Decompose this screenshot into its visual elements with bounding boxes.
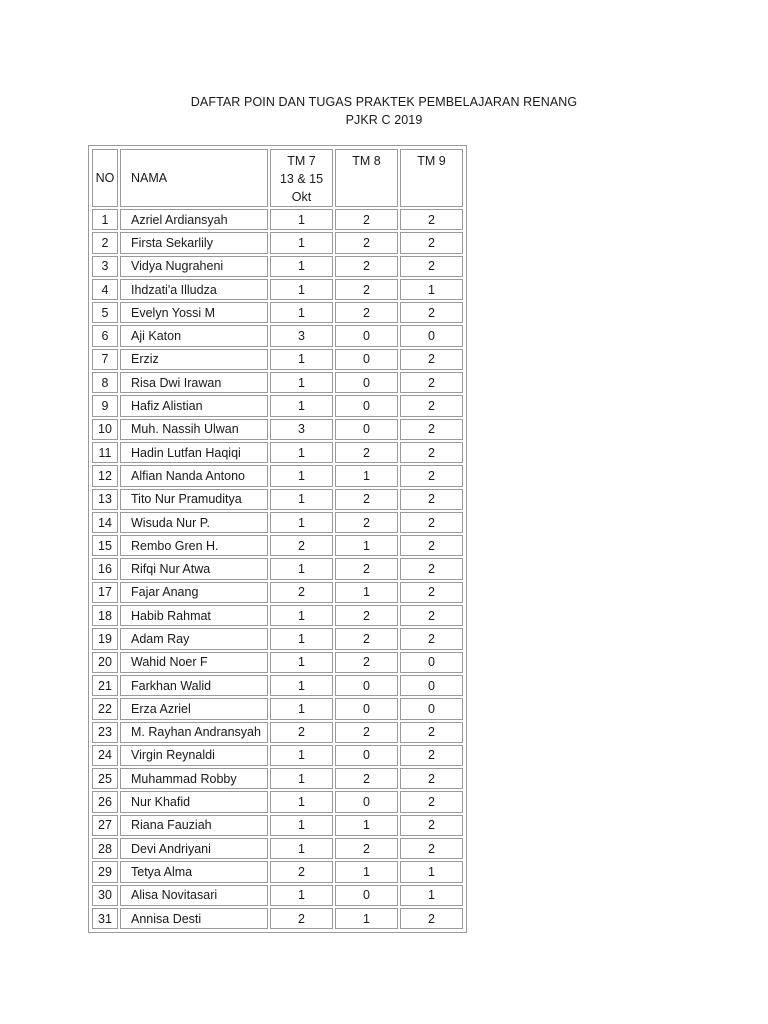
cell-tm9: 2 bbox=[400, 722, 463, 743]
cell-nama: Vidya Nugraheni bbox=[120, 256, 268, 277]
cell-tm8: 1 bbox=[335, 815, 398, 836]
table-row bbox=[92, 652, 463, 673]
table-row bbox=[92, 279, 463, 300]
cell-nama: Azriel Ardiansyah bbox=[120, 209, 268, 230]
cell-tm8: 1 bbox=[335, 582, 398, 603]
cell-tm9: 2 bbox=[400, 419, 463, 440]
cell-nama: Virgin Reynaldi bbox=[120, 745, 268, 766]
table-row bbox=[92, 372, 463, 393]
cell-no: 16 bbox=[92, 558, 118, 579]
table-row bbox=[92, 908, 463, 929]
cell-no: 5 bbox=[92, 302, 118, 323]
cell-nama: Risa Dwi Irawan bbox=[120, 372, 268, 393]
cell-nama: Habib Rahmat bbox=[120, 605, 268, 626]
cell-nama: Tetya Alma bbox=[120, 861, 268, 882]
cell-nama: Farkhan Walid bbox=[120, 675, 268, 696]
cell-tm7: 2 bbox=[270, 861, 333, 882]
cell-tm7: 1 bbox=[270, 768, 333, 789]
cell-no: 31 bbox=[92, 908, 118, 929]
cell-tm9: 2 bbox=[400, 349, 463, 370]
table-row bbox=[92, 605, 463, 626]
cell-tm9: 2 bbox=[400, 256, 463, 277]
document-subtitle: PJKR C 2019 bbox=[345, 113, 423, 127]
header-tm9: TM 9 bbox=[400, 149, 463, 207]
cell-tm7: 3 bbox=[270, 419, 333, 440]
cell-nama: Hadin Lutfan Haqiqi bbox=[120, 442, 268, 463]
cell-no: 4 bbox=[92, 279, 118, 300]
cell-nama: Ihdzati'a Illudza bbox=[120, 279, 268, 300]
cell-tm8: 1 bbox=[335, 861, 398, 882]
cell-tm8: 2 bbox=[335, 209, 398, 230]
table-row bbox=[92, 325, 463, 346]
cell-tm8: 2 bbox=[335, 628, 398, 649]
cell-no: 2 bbox=[92, 232, 118, 253]
table-row bbox=[92, 675, 463, 696]
cell-tm8: 2 bbox=[335, 279, 398, 300]
cell-tm9: 2 bbox=[400, 768, 463, 789]
cell-nama: Erza Azriel bbox=[120, 698, 268, 719]
cell-tm7: 1 bbox=[270, 791, 333, 812]
table-row bbox=[92, 442, 463, 463]
table-row bbox=[92, 582, 463, 603]
header-tm7-line2: 13 & 15 bbox=[279, 172, 324, 186]
cell-nama: Evelyn Yossi M bbox=[120, 302, 268, 323]
cell-tm8: 2 bbox=[335, 232, 398, 253]
cell-nama: Riana Fauziah bbox=[120, 815, 268, 836]
cell-tm9: 2 bbox=[400, 302, 463, 323]
cell-tm9: 2 bbox=[400, 465, 463, 486]
table-row bbox=[92, 698, 463, 719]
cell-tm9: 2 bbox=[400, 535, 463, 556]
cell-no: 18 bbox=[92, 605, 118, 626]
cell-nama: Tito Nur Pramuditya bbox=[120, 489, 268, 510]
table-row bbox=[92, 465, 463, 486]
cell-tm9: 0 bbox=[400, 698, 463, 719]
cell-nama: Alisa Novitasari bbox=[120, 885, 268, 906]
cell-no: 28 bbox=[92, 838, 118, 859]
cell-nama: Nur Khafid bbox=[120, 791, 268, 812]
points-table bbox=[90, 147, 465, 931]
cell-tm9: 2 bbox=[400, 232, 463, 253]
cell-tm7: 1 bbox=[270, 302, 333, 323]
cell-tm8: 0 bbox=[335, 675, 398, 696]
cell-tm8: 0 bbox=[335, 885, 398, 906]
header-nama: NAMA bbox=[120, 149, 268, 207]
cell-tm7: 1 bbox=[270, 442, 333, 463]
cell-nama: Rifqi Nur Atwa bbox=[120, 558, 268, 579]
table-row bbox=[92, 489, 463, 510]
table-row bbox=[92, 791, 463, 812]
table-row bbox=[92, 885, 463, 906]
cell-nama: Alfian Nanda Antono bbox=[120, 465, 268, 486]
cell-tm7: 1 bbox=[270, 885, 333, 906]
cell-tm9: 2 bbox=[400, 815, 463, 836]
cell-no: 13 bbox=[92, 489, 118, 510]
table-row bbox=[92, 768, 463, 789]
cell-tm7: 1 bbox=[270, 605, 333, 626]
cell-no: 1 bbox=[92, 209, 118, 230]
cell-no: 17 bbox=[92, 582, 118, 603]
cell-no: 25 bbox=[92, 768, 118, 789]
cell-tm7: 1 bbox=[270, 256, 333, 277]
cell-tm9: 0 bbox=[400, 325, 463, 346]
cell-tm9: 0 bbox=[400, 675, 463, 696]
cell-tm8: 0 bbox=[335, 372, 398, 393]
cell-nama: Hafiz Alistian bbox=[120, 395, 268, 416]
cell-no: 26 bbox=[92, 791, 118, 812]
header-tm7 bbox=[270, 149, 333, 207]
header-no: NO bbox=[92, 149, 118, 207]
cell-tm7: 2 bbox=[270, 535, 333, 556]
header-tm7-line3: Okt bbox=[291, 190, 312, 204]
cell-tm8: 2 bbox=[335, 442, 398, 463]
table-row bbox=[92, 558, 463, 579]
cell-tm7: 1 bbox=[270, 628, 333, 649]
table-row bbox=[92, 745, 463, 766]
cell-tm7: 1 bbox=[270, 512, 333, 533]
cell-tm8: 2 bbox=[335, 652, 398, 673]
cell-tm9: 2 bbox=[400, 442, 463, 463]
cell-tm8: 0 bbox=[335, 325, 398, 346]
cell-tm7: 2 bbox=[270, 722, 333, 743]
cell-tm9: 2 bbox=[400, 582, 463, 603]
cell-nama: M. Rayhan Andransyah bbox=[120, 722, 268, 743]
cell-tm7: 2 bbox=[270, 582, 333, 603]
cell-nama: Adam Ray bbox=[120, 628, 268, 649]
cell-tm8: 0 bbox=[335, 349, 398, 370]
cell-no: 3 bbox=[92, 256, 118, 277]
cell-tm8: 2 bbox=[335, 302, 398, 323]
table-row bbox=[92, 815, 463, 836]
cell-no: 9 bbox=[92, 395, 118, 416]
cell-tm9: 2 bbox=[400, 489, 463, 510]
cell-no: 11 bbox=[92, 442, 118, 463]
cell-tm9: 2 bbox=[400, 628, 463, 649]
table-row bbox=[92, 349, 463, 370]
table-row bbox=[92, 512, 463, 533]
cell-tm8: 2 bbox=[335, 605, 398, 626]
table-body bbox=[92, 209, 463, 929]
cell-no: 30 bbox=[92, 885, 118, 906]
cell-nama: Devi Andriyani bbox=[120, 838, 268, 859]
cell-no: 20 bbox=[92, 652, 118, 673]
cell-tm7: 1 bbox=[270, 489, 333, 510]
cell-tm8: 0 bbox=[335, 791, 398, 812]
cell-nama: Muhammad Robby bbox=[120, 768, 268, 789]
cell-tm8: 1 bbox=[335, 465, 398, 486]
cell-tm8: 2 bbox=[335, 768, 398, 789]
cell-no: 6 bbox=[92, 325, 118, 346]
cell-tm8: 0 bbox=[335, 419, 398, 440]
cell-tm8: 2 bbox=[335, 722, 398, 743]
cell-no: 22 bbox=[92, 698, 118, 719]
cell-nama: Muh. Nassih Ulwan bbox=[120, 419, 268, 440]
cell-no: 19 bbox=[92, 628, 118, 649]
cell-no: 15 bbox=[92, 535, 118, 556]
cell-tm9: 2 bbox=[400, 512, 463, 533]
cell-tm8: 2 bbox=[335, 256, 398, 277]
cell-tm7: 2 bbox=[270, 908, 333, 929]
cell-nama: Fajar Anang bbox=[120, 582, 268, 603]
cell-no: 29 bbox=[92, 861, 118, 882]
cell-no: 23 bbox=[92, 722, 118, 743]
header-tm8: TM 8 bbox=[335, 149, 398, 207]
cell-tm8: 2 bbox=[335, 558, 398, 579]
cell-no: 12 bbox=[92, 465, 118, 486]
cell-tm7: 1 bbox=[270, 349, 333, 370]
cell-tm7: 1 bbox=[270, 395, 333, 416]
cell-tm9: 2 bbox=[400, 209, 463, 230]
cell-no: 14 bbox=[92, 512, 118, 533]
cell-tm7: 1 bbox=[270, 558, 333, 579]
cell-nama: Wahid Noer F bbox=[120, 652, 268, 673]
cell-nama: Wisuda Nur P. bbox=[120, 512, 268, 533]
cell-tm7: 1 bbox=[270, 652, 333, 673]
points-table-container bbox=[88, 145, 467, 933]
cell-tm9: 2 bbox=[400, 745, 463, 766]
cell-tm9: 2 bbox=[400, 372, 463, 393]
cell-no: 7 bbox=[92, 349, 118, 370]
cell-no: 10 bbox=[92, 419, 118, 440]
cell-tm7: 1 bbox=[270, 815, 333, 836]
cell-tm7: 1 bbox=[270, 838, 333, 859]
cell-no: 8 bbox=[92, 372, 118, 393]
header-tm7-line1: TM 7 bbox=[287, 154, 316, 168]
cell-tm9: 2 bbox=[400, 791, 463, 812]
cell-tm8: 2 bbox=[335, 489, 398, 510]
cell-tm7: 3 bbox=[270, 325, 333, 346]
cell-tm9: 2 bbox=[400, 395, 463, 416]
table-row bbox=[92, 838, 463, 859]
cell-tm8: 0 bbox=[335, 698, 398, 719]
cell-tm8: 2 bbox=[335, 512, 398, 533]
table-row bbox=[92, 302, 463, 323]
cell-nama: Aji Katon bbox=[120, 325, 268, 346]
cell-nama: Annisa Desti bbox=[120, 908, 268, 929]
cell-tm9: 1 bbox=[400, 861, 463, 882]
cell-tm7: 1 bbox=[270, 232, 333, 253]
cell-tm8: 0 bbox=[335, 395, 398, 416]
cell-nama: Firsta Sekarlily bbox=[120, 232, 268, 253]
cell-nama: Erziz bbox=[120, 349, 268, 370]
table-row bbox=[92, 232, 463, 253]
table-row bbox=[92, 722, 463, 743]
cell-tm7: 1 bbox=[270, 745, 333, 766]
table-row bbox=[92, 395, 463, 416]
cell-tm8: 1 bbox=[335, 535, 398, 556]
cell-no: 21 bbox=[92, 675, 118, 696]
cell-tm8: 1 bbox=[335, 908, 398, 929]
cell-tm9: 2 bbox=[400, 908, 463, 929]
table-row bbox=[92, 209, 463, 230]
cell-tm7: 1 bbox=[270, 465, 333, 486]
cell-tm9: 2 bbox=[400, 558, 463, 579]
cell-tm7: 1 bbox=[270, 675, 333, 696]
document-title: DAFTAR POIN DAN TUGAS PRAKTEK PEMBELAJARAN RENANG bbox=[190, 95, 578, 109]
table-row bbox=[92, 628, 463, 649]
table-row bbox=[92, 535, 463, 556]
cell-no: 24 bbox=[92, 745, 118, 766]
cell-tm8: 0 bbox=[335, 745, 398, 766]
cell-tm8: 2 bbox=[335, 838, 398, 859]
table-row bbox=[92, 861, 463, 882]
cell-no: 27 bbox=[92, 815, 118, 836]
cell-tm9: 1 bbox=[400, 279, 463, 300]
cell-tm9: 1 bbox=[400, 885, 463, 906]
table-row bbox=[92, 419, 463, 440]
cell-tm7: 1 bbox=[270, 698, 333, 719]
cell-tm7: 1 bbox=[270, 372, 333, 393]
cell-nama: Rembo Gren H. bbox=[120, 535, 268, 556]
cell-tm9: 2 bbox=[400, 838, 463, 859]
cell-tm7: 1 bbox=[270, 209, 333, 230]
cell-tm7: 1 bbox=[270, 279, 333, 300]
cell-tm9: 2 bbox=[400, 605, 463, 626]
table-header-row bbox=[92, 149, 463, 207]
cell-tm9: 0 bbox=[400, 652, 463, 673]
table-row bbox=[92, 256, 463, 277]
